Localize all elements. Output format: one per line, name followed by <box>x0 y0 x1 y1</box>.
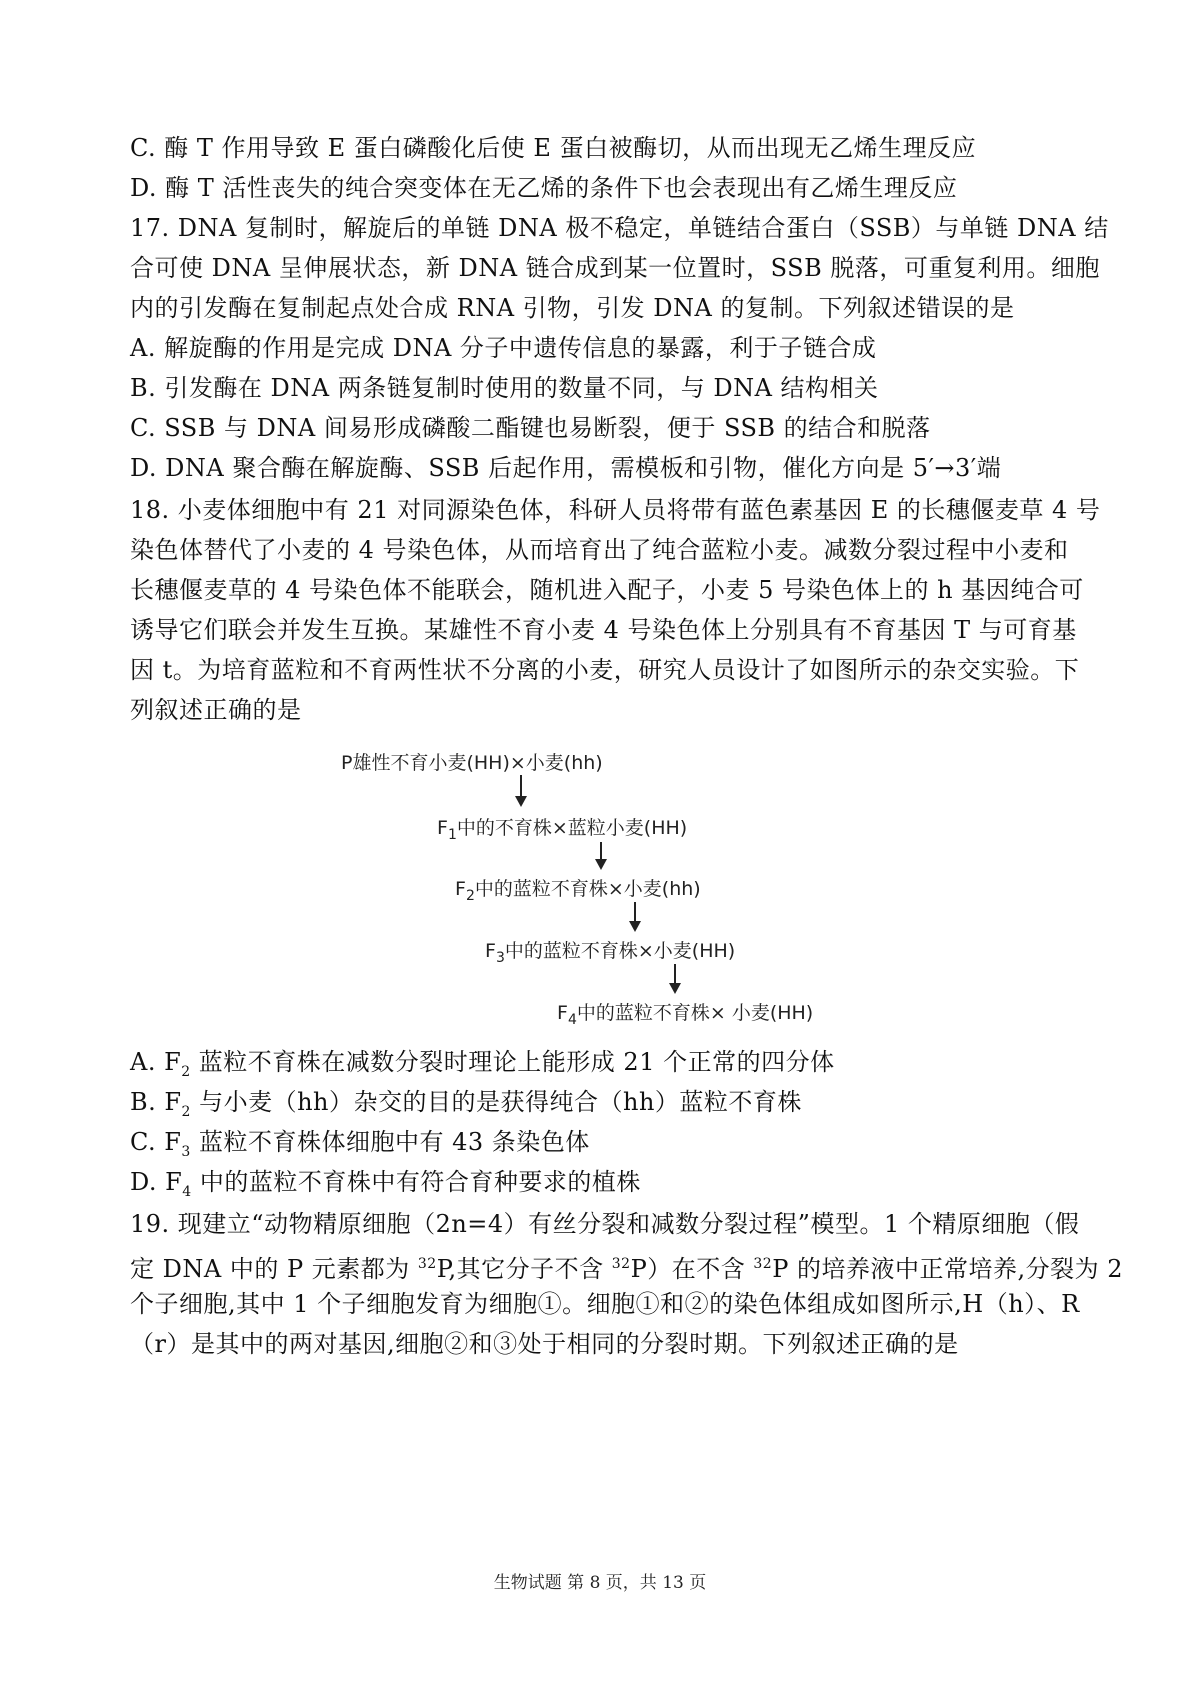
flow-step-f3: $F_3$中的蓝粒不育株×小麦(HH) <box>485 940 736 966</box>
option-c-q16: C. 酶 T 作用导致 E 蛋白磷酸化后使 E 蛋白被酶切，从而出现无乙烯生理反应 <box>130 134 977 162</box>
question-19-line-2: 定 DNA 中的 P 元素都为 $^{32}$P,其它分子不含 $^{32}$P）在不含 $^{32}$P 的培养液中正常培养,分裂为 2 <box>130 1255 1123 1283</box>
flow-step-f1: $F_1$中的不育株×蓝粒小麦(HH) <box>437 817 688 843</box>
question-17-line-2: 合可使 DNA 呈伸展状态，新 DNA 链合成到某一位置时，SSB 脱落，可重复利用。细胞 <box>130 254 1100 282</box>
option-c-q18: C. $F_3$ 蓝粒不育株体细胞中有 43 条染色体 <box>130 1128 590 1160</box>
down-arrow-icon <box>634 902 636 930</box>
question-18-line-2: 染色体替代了小麦的 4 号染色体，从而培育出了纯合蓝粒小麦。减数分裂过程中小麦和 <box>130 536 1069 564</box>
down-arrow-icon <box>600 842 602 868</box>
question-19-line-1: 19. 现建立“动物精原细胞（2n=4）有丝分裂和减数分裂过程”模型。1 个精原细胞（假 <box>130 1210 1080 1238</box>
option-a-q18: A. $F_2$ 蓝粒不育株在减数分裂时理论上能形成 21 个正常的四分体 <box>130 1048 835 1080</box>
question-19-line-3: 个子细胞,其中 1 个子细胞发育为细胞①。细胞①和②的染色体组成如图所示,H（h）、R <box>130 1290 1080 1318</box>
flow-step-f4: $F_4$中的蓝粒不育株× 小麦(HH) <box>557 1002 814 1028</box>
option-d-q16: D. 酶 T 活性丧失的纯合突变体在无乙烯的条件下也会表现出有乙烯生理反应 <box>130 174 958 202</box>
flow-step-p: P雄性不育小麦(HH)×小麦(hh) <box>341 752 603 774</box>
question-18-line-4: 诱导它们联会并发生互换。某雄性不育小麦 4 号染色体上分别具有不育基因 T 与可育基 <box>130 616 1077 644</box>
question-18-line-6: 列叙述正确的是 <box>130 696 302 724</box>
question-19-line-4: （r）是其中的两对基因,细胞②和③处于相同的分裂时期。下列叙述正确的是 <box>130 1330 959 1358</box>
question-17-line-1: 17. DNA 复制时，解旋后的单链 DNA 极不稳定，单链结合蛋白（SSB）与单链 DNA 结 <box>130 214 1109 242</box>
question-17-line-3: 内的引发酶在复制起点处合成 RNA 引物，引发 DNA 的复制。下列叙述错误的是 <box>130 294 1015 322</box>
page-footer: 生物试题 第 8 页，共 13 页 <box>493 1573 707 1593</box>
option-d-q18: D. $F_4$ 中的蓝粒不育株中有符合育种要求的植株 <box>130 1168 641 1200</box>
option-b-q18: B. $F_2$ 与小麦（hh）杂交的目的是获得纯合（hh）蓝粒不育株 <box>130 1088 802 1120</box>
down-arrow-icon <box>520 775 522 805</box>
question-18-line-3: 长穗偃麦草的 4 号染色体不能联会，随机进入配子，小麦 5 号染色体上的 h 基因纯合可 <box>130 576 1084 604</box>
option-d-q17: D. DNA 聚合酶在解旋酶、SSB 后起作用，需模板和引物，催化方向是 5′→3′端 <box>130 454 1002 482</box>
flow-step-f2: $F_2$中的蓝粒不育株×小麦(hh) <box>455 878 701 904</box>
question-18-line-1: 18. 小麦体细胞中有 21 对同源染色体，科研人员将带有蓝色素基因 E 的长穗偃麦草 4 号 <box>130 496 1101 524</box>
down-arrow-icon <box>674 964 676 992</box>
option-b-q17: B. 引发酶在 DNA 两条链复制时使用的数量不同，与 DNA 结构相关 <box>130 374 879 402</box>
option-c-q17: C. SSB 与 DNA 间易形成磷酸二酯键也易断裂，便于 SSB 的结合和脱落 <box>130 414 931 442</box>
question-18-line-5: 因 t。为培育蓝粒和不育两性状不分离的小麦，研究人员设计了如图所示的杂交实验。下 <box>130 656 1080 684</box>
option-a-q17: A. 解旋酶的作用是完成 DNA 分子中遗传信息的暴露，利于子链合成 <box>130 334 877 362</box>
